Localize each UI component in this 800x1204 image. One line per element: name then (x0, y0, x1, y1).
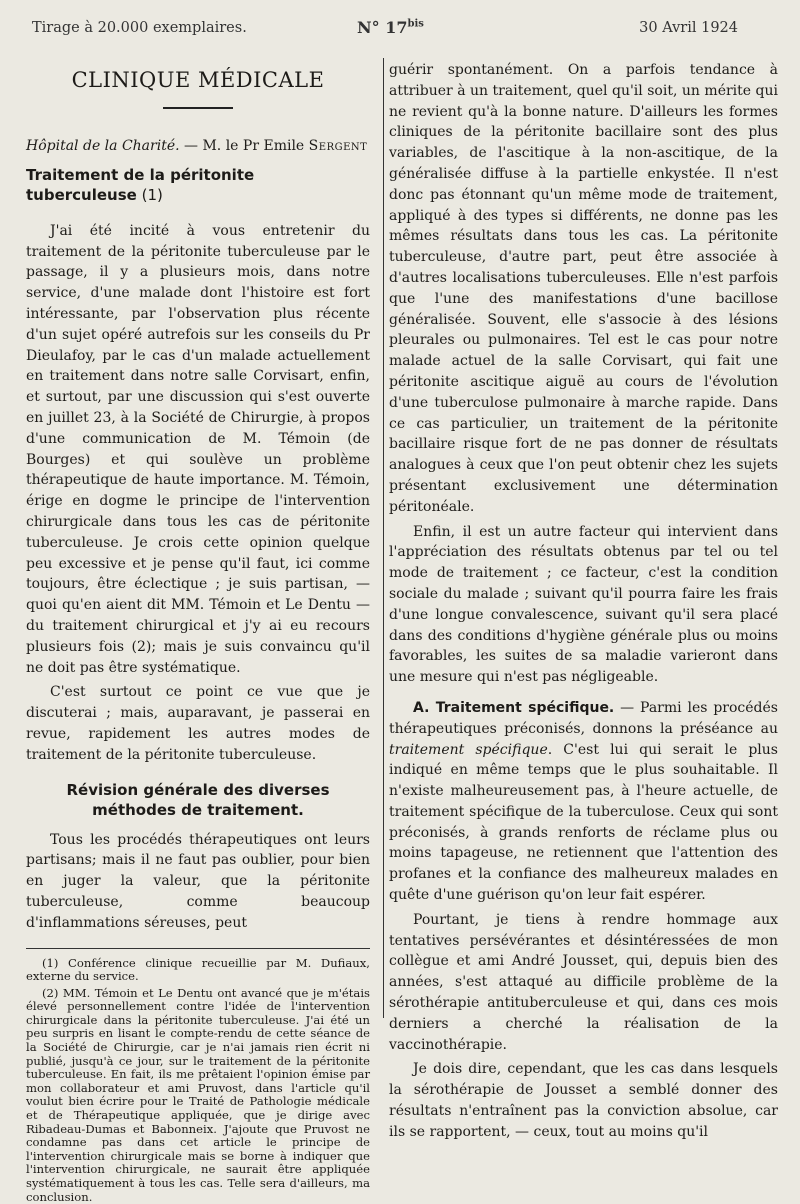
paragraph: C'est surtout ce point ce vue que je discuterai ; mais, auparavant, je passerai en revue, rapidement les autres modes de traitement de la péritonite tuberculeuse. (26, 682, 370, 765)
paragraph-specific-treatment: A. Traitement spécifique. — Parmi les procédés thérapeutiques préconisés, donnons la préséance au traitement spécifique. C'est lui qui serait le plus indiqué en même temps que le plus souhaitable. Il n'existe malheureusement pas, à l'heure actuelle, de traitement spécifique de la tuberculose. Ceux qui sont préconisés, à grands renforts de réclame plus ou moins tapageuse, ne retiennent que l'attention des profanes et la confiance des malheureux malades en quête d'une guérison qu'on leur fait espérer. (389, 698, 778, 906)
footnotes (26, 957, 370, 1204)
left-column (26, 60, 370, 1204)
issue-number: N° $17^{bis}$ (357, 18, 424, 37)
right-column (389, 60, 778, 1143)
byline: Hôpital de la Charité. — M. le Pr Emile Sergent (26, 136, 370, 157)
footnote-1: (1) Conférence clinique recueillie par M. Dufiaux, externe du service. (26, 957, 370, 984)
article-subtitle: Traitement de la péritonite tuberculeuse (1) (26, 165, 370, 205)
paragraph: Je dois dire, cependant, que les cas dans lesquels la sérothérapie de Jousset a semblé donner des résultats n'entraînent pas la conviction absolue, car ils se rapportent, — ceux, tout au moins qu'il (389, 1059, 778, 1142)
title-rule (163, 107, 233, 109)
paragraph: Tous les procédés thérapeutiques ont leurs partisans; mais il ne faut pas oublier, pour bien en juger la valeur, que la péritonite tuberculeuse, comme beaucoup d'inflammations séreuses, peut (26, 830, 370, 934)
issue-date: 30 Avril 1924 (639, 20, 738, 36)
footnote-2: (2) MM. Témoin et Le Dentu ont avancé que je m'étais élevé personnellement contre l'idée de l'intervention chirurgicale dans la péritonite tuberculeuse. J'ai été un peu surpris en lisant le compte-rendu de cette séance de la Société de Chirurgie, car je n'ai jamais rien écrit ni publié, jusqu'à ce jour, sur le traitement de la péritonite tuberculeuse. En fait, ils me prêtaient l'opinion émise par mon collaborateur et ami Pruvost, dans l'article qu'il voulut bien écrire pour le Traité de Pathologie médicale et de Thérapeutique appliquée, que je dirige avec Ribadeau-Dumas et Babonneix. J'ajoute que Pruvost ne condamne pas dans cet article le principe de l'intervention chirurgicale mais se borne à indiquer que l'intervention chirurgicale, ne saurait être appliquée systématiquement à tous les cas. Telle sera d'ailleurs, ma conclusion. (26, 987, 370, 1204)
print-run: Tirage à 20.000 exemplaires. (32, 20, 247, 36)
paragraph: guérir spontanément. On a parfois tendance à attribuer à un traitement, quel qu'il soit, un mérite qui ne revient qu'à la bonne nature. D'ailleurs les formes cliniques de la péritonite bacillaire sont des plus variables, de l'ascitique à la non-ascitique, de la généralisée diffuse à la partielle enkystée. Il n'est donc pas étonnant qu'un même mode de traitement, appliqué à des types si différents, ne donne pas les mêmes résultats dans tous les cas. La péritonite tuberculeuse, d'autre part, peut être associée à d'autres localisations tuberculeuses. Elle n'est parfois que l'une des manifestations d'une bacillose généralisée. Souvent, elle s'associe à des lésions pleurales ou pulmonaires. Tel est le cas pour notre malade actuel de la salle Corvisart, qui fait une péritonite ascitique aiguë au cours de l'évolution d'une tuberculose pulmonaire à marche rapide. Dans ce cas particulier, un traitement de la péritonite bacillaire risque fort de ne pas donner de résultats analogues à ceux que l'on peut obtenir chez les sujets présentant exclusivement une détermination péritonéale. (389, 60, 778, 518)
paragraph: J'ai été incité à vous entretenir du traitement de la péritonite tuberculeuse par le passage, il y a plusieurs mois, dans notre service, d'une malade dont l'histoire est fort intéressante, par l'observation plus récente d'un sujet opéré autrefois sur les conseils du Pr Dieulafoy, par le cas d'un malade actuellement en traitement dans notre salle Corvisart, enfin, et surtout, par une discussion qui s'est ouverte en juillet 23, à la Société de Chirurgie, à propos d'une communication de M. Témoin (de Bourges) et qui soulève un problème thérapeutique de haute importance. M. Témoin, érige en dogme le principe de l'intervention chirurgicale dans tous les cas de péritonite tuberculeuse. Je crois cette opinion quelque peu excessive et je pense qu'il faut, ici comme toujours, être éclectique ; je suis partisan, — quoi qu'en aient dit MM. Témoin et Le Dentu — du traitement chirurgical et j'y ai eu recours plusieurs fois (2); mais je suis convaincu qu'il ne doit pas être systématique. (26, 221, 370, 679)
paragraph: Enfin, il est un autre facteur qui intervient dans l'appréciation des résultats obtenus par tel ou tel mode de traitement ; ce facteur, c'est la condition sociale du malade ; suivant qu'il pourra faire les frais d'une longue convalescence, suivant qu'il sera placé dans des conditions d'hygiène générale plus ou moins favorables, les suites de sa maladie varieront dans une mesure qui n'est pas négligeable. (389, 522, 778, 688)
page-header (32, 18, 738, 44)
column-divider (383, 58, 384, 1018)
section-title: CLINIQUE MÉDICALE (26, 67, 370, 93)
paragraph: Pourtant, je tiens à rendre hommage aux tentatives persévérantes et désintéressées de mon collègue et ami André Jousset, qui, depuis bien des années, s'est attaqué au difficile problème de la sérothérapie antituberculeuse et qui, dans ces mois derniers a cherché la réalisation de la vaccinothérapie. (389, 910, 778, 1056)
footnote-rule (26, 948, 370, 949)
section-heading: Révision générale des diverses méthodes de traitement. (26, 780, 370, 820)
